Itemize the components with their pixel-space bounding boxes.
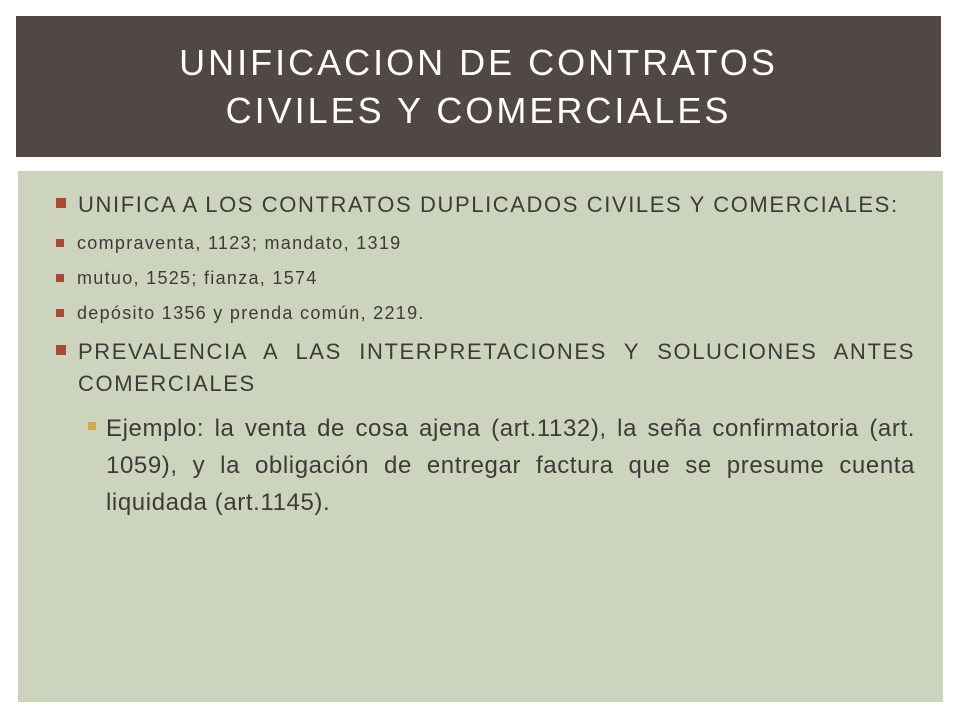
sub-bullet-item — [88, 410, 915, 521]
bullet-text: mutuo, 1525; fianza, 1574 — [77, 268, 318, 288]
square-bullet-icon — [56, 198, 66, 208]
sub-bullet-text: Ejemplo: la venta de cosa ajena (art.1132), la seña confirmatoria (art. 1059), y la obligación de entregar factura que se presume cuenta liquidada (art.1145). — [106, 415, 915, 516]
slide-title-bar — [16, 16, 941, 157]
square-bullet-icon — [56, 309, 64, 317]
square-bullet-icon — [56, 239, 64, 247]
bullet-text: UNIFICA A LOS CONTRATOS DUPLICADOS CIVILES Y COMERCIALES: — [78, 192, 899, 217]
square-sub-bullet-icon — [88, 422, 96, 430]
bullet-text: compraventa, 1123; mandato, 1319 — [77, 233, 402, 253]
square-bullet-icon — [56, 274, 64, 282]
bullet-item — [56, 189, 915, 221]
slide-content-area — [18, 171, 943, 702]
slide-title-line-2: CIVILES Y COMERCIALES — [225, 89, 732, 131]
square-bullet-icon — [56, 345, 66, 355]
bullet-item — [56, 336, 915, 400]
bullet-text: PREVALENCIA A LAS INTERPRETACIONES Y SOLUCIONES ANTES COMERCIALES — [78, 339, 915, 396]
bullet-text: depósito 1356 y prenda común, 2219. — [77, 303, 425, 323]
bullet-item — [56, 301, 915, 325]
bullet-item — [56, 266, 915, 290]
slide-title-line-1: UNIFICACION DE CONTRATOS — [179, 41, 778, 83]
bullet-item — [56, 231, 915, 255]
